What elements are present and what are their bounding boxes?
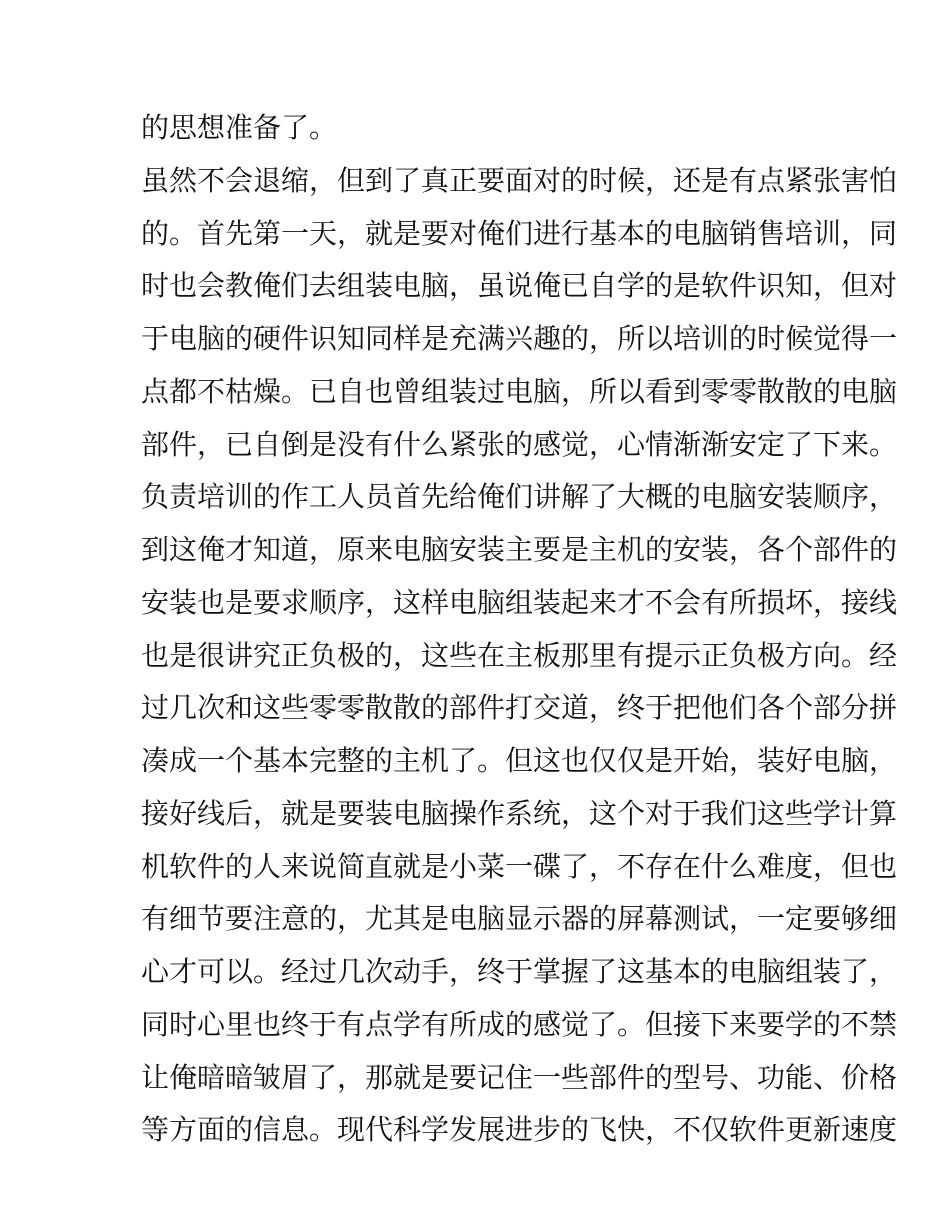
text-line: 同时心里也终于有点学有所成的感觉了。但接下来要学的不禁 [141,1008,898,1041]
text-line: 的。首先第一天，就是要对俺们进行基本的电脑销售培训，同 [141,217,898,250]
text-line: 负责培训的作工人员首先给俺们讲解了大概的电脑安装顺序， [141,480,898,513]
text-line: 也是很讲究正负极的，这些在主板那里有提示正负极方向。经 [141,639,898,672]
text-line: 过几次和这些零零散散的部件打交道，终于把他们各个部分拼 [141,691,898,724]
text-line: 等方面的信息。现代科学发展进步的飞快，不仅软件更新速度 [141,1113,898,1146]
text-line: 安装也是要求顺序，这样电脑组装起来才不会有所损坏，接线 [141,586,898,619]
text-line: 部件，已自倒是没有什么紧张的感觉，心情渐渐安定了下来。 [141,428,898,461]
text-line: 到这俺才知道，原来电脑安装主要是主机的安装，各个部件的 [141,533,898,566]
text-line: 接好线后，就是要装电脑操作系统，这个对于我们这些学计算 [141,797,898,830]
text-line: 机软件的人来说简直就是小菜一碟了，不存在什么难度，但也 [141,850,898,883]
text-line: 的思想准备了。 [141,111,338,144]
text-line: 让俺暗暗皱眉了，那就是要记住一些部件的型号、功能、价格 [141,1061,898,1094]
text-line: 时也会教俺们去组装电脑，虽说俺已自学的是软件识知，但对 [141,269,898,302]
text-line: 于电脑的硬件识知同样是充满兴趣的，所以培训的时候觉得一 [141,322,898,355]
text-line: 心才可以。经过几次动手，终于掌握了这基本的电脑组装了， [141,955,898,988]
text-line: 有细节要注意的，尤其是电脑显示器的屏幕测试，一定要够细 [141,902,898,935]
text-line: 凑成一个基本完整的主机了。但这也仅仅是开始，装好电脑， [141,744,898,777]
text-line: 点都不枯燥。已自也曾组装过电脑，所以看到零零散散的电脑 [141,375,898,408]
text-line: 虽然不会退缩，但到了真正要面对的时候，还是有点紧张害怕 [141,164,898,197]
